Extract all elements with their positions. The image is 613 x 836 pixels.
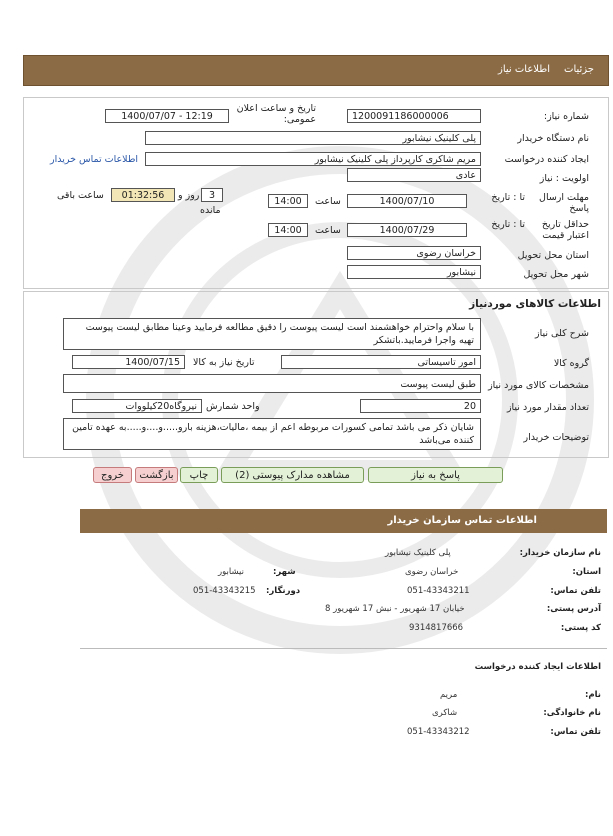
spec-label: مشخصات کالای مورد نیاز <box>488 380 589 391</box>
contact-org-value: پلی کلینیک نیشابور <box>385 548 451 558</box>
deadline-until-label: تا : تاریخ <box>491 192 525 203</box>
days-remaining-field: 3 <box>201 188 223 202</box>
city-field: نیشابور <box>347 265 481 279</box>
validity-time-field: 14:00 <box>268 223 308 237</box>
goods-group-label: گروه کالا <box>553 358 589 369</box>
contact-address-value: خیابان 17 شهریور - نبش 17 شهریور 8 <box>325 604 465 614</box>
contact-phone-value: 051-43343211 <box>407 586 470 596</box>
contact-address-label: آدرس پستی: <box>546 604 601 614</box>
validity-time-label: ساعت <box>315 225 341 236</box>
need-number-field: 1200091186000006 <box>347 109 481 123</box>
validity-label: حداقل تاریخ اعتبار قیمت <box>541 219 589 241</box>
breadcrumb-home[interactable]: جزئیات <box>564 64 594 75</box>
validity-date-field: 1400/07/29 <box>347 223 467 237</box>
need-date-field: 1400/07/15 <box>72 355 185 369</box>
province-field: خراسان رضوی <box>347 246 481 260</box>
requester-family-value: شاکری <box>432 708 458 718</box>
quantity-field: 20 <box>360 399 481 413</box>
contact-city-label: شهر: <box>273 567 296 577</box>
validity-until-label: تا : تاریخ <box>491 219 525 230</box>
contact-fax-value: 051-43343215 <box>193 586 256 596</box>
section-divider <box>80 648 607 649</box>
requester-phone-label: تلفن تماس: <box>550 727 601 737</box>
contact-city-value: نیشابور <box>218 567 244 577</box>
contact-phone-label: تلفن تماس: <box>550 586 601 596</box>
back-button[interactable]: بازگشت <box>135 467 178 483</box>
quantity-label: تعداد مقدار مورد نیاز <box>506 402 589 413</box>
contact-postal-value: 9314817666 <box>409 623 464 633</box>
deadline-date-field: 1400/07/10 <box>347 194 467 208</box>
goods-group-field: امور تاسیساتی <box>281 355 481 369</box>
contact-postal-label: کد پستی: <box>560 623 601 633</box>
description-label: شرح کلی نیاز <box>535 328 589 339</box>
spec-field: طبق لیست پیوست <box>63 374 481 393</box>
need-number-label: شماره نیاز: <box>543 111 589 122</box>
goods-section-title: اطلاعات کالاهای موردنیاز <box>469 298 601 310</box>
reply-to-need-button[interactable]: پاسخ به نیاز <box>368 467 503 483</box>
view-attachments-button[interactable]: مشاهده مدارک پیوستی (2) <box>221 467 364 483</box>
need-date-label: تاریخ نیاز به کالا <box>193 357 255 368</box>
print-button[interactable]: چاپ <box>180 467 218 483</box>
top-header-bar <box>23 55 609 86</box>
city-label: شهر محل تحویل <box>523 269 589 280</box>
creator-label: ایجاد کننده درخواست <box>504 154 589 165</box>
remaining-label-part: مانده <box>200 205 221 216</box>
buyer-contact-link[interactable]: اطلاعات تماس خریدار <box>50 154 139 165</box>
contact-header-bar <box>80 509 607 533</box>
breadcrumb-current[interactable]: اطلاعات نیاز <box>498 64 550 75</box>
exit-button[interactable]: خروج <box>93 467 132 483</box>
contact-province-value: خراسان رضوی <box>405 567 459 577</box>
announce-date-label: تاریخ و ساعت اعلان عمومی: <box>236 103 316 125</box>
contact-org-label: نام سازمان خریدار: <box>519 548 601 558</box>
contact-province-label: استان: <box>572 567 601 577</box>
requester-phone-value: 051-43343212 <box>407 727 470 737</box>
deadline-label: مهلت ارسال پاسخ <box>539 192 589 214</box>
deadline-time-field: 14:00 <box>268 194 308 208</box>
province-label: استان محل تحویل <box>517 250 589 261</box>
remaining-label: ساعت باقی <box>57 190 104 201</box>
creator-field: مریم شاکری کارپرداز پلی کلینیک نیشابور <box>145 152 481 166</box>
priority-field: عادی <box>347 168 481 182</box>
unit-field: نیروگاه20کیلووات <box>72 399 202 413</box>
buyer-notes-label: توضیحات خریدار <box>523 432 589 443</box>
requester-family-label: نام خانوادگی: <box>543 708 601 718</box>
contact-section-title: اطلاعات تماس سازمان خریدار <box>387 515 537 526</box>
contact-fax-label: دورنگار: <box>266 586 301 596</box>
buyer-org-field: پلی کلینیک نیشابور <box>145 131 481 145</box>
buyer-org-label: نام دستگاه خریدار <box>517 133 589 144</box>
unit-label: واحد شمارش <box>206 401 260 412</box>
requester-section-title: اطلاعات ایجاد کننده درخواست <box>474 662 601 672</box>
requester-name-label: نام: <box>584 690 601 700</box>
requester-name-value: مریم <box>440 690 458 700</box>
buyer-notes-field: شایان ذکر می باشد تمامی کسورات مربوطه اعم از بیمه ،مالیات،هزینه بارو.....و....و.....به عهده تامین کننده می‌باشد <box>63 418 481 450</box>
countdown-timer: 01:32:56 <box>111 188 175 202</box>
announce-date-field: 1400/07/07 - 12:19 <box>105 109 229 123</box>
priority-label: اولویت : نیاز <box>539 173 589 184</box>
description-field: با سلام واحترام خواهشمند است لیست پیوست را دقیق مطالعه فرمایید وعینا مطابق لیست پیوست تهیه واجرا فرمایید.باتشکر <box>63 318 481 350</box>
deadline-time-label: ساعت <box>315 196 341 207</box>
days-label: روز و <box>178 190 200 201</box>
